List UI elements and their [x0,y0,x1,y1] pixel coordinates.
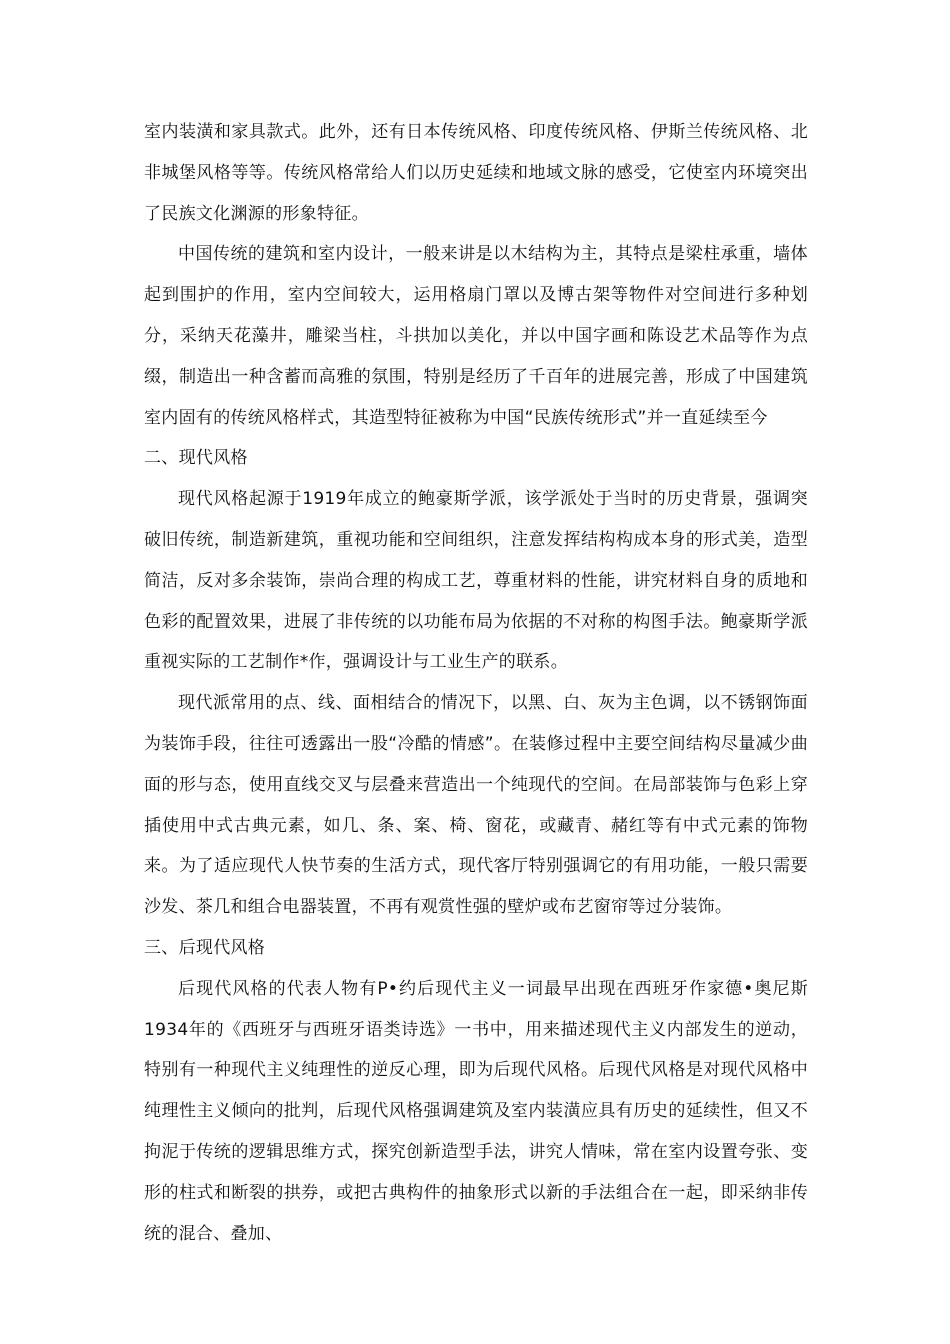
paragraph-modern-style-details: 现代派常用的点、线、面相结合的情况下，以黑、白、灰为主色调，以不锈钢饰面为装饰手段，往往可透露出一股“冷酷的情感”。在装修过程中主要空间结构尽量减少曲面的形与态，使用直线交叉与层叠来营造出一个纯现代的空间。在局部装饰与色彩上穿插使用中式古典元素，如几、条、案、椅、窗花，或藏青、赭红等有中式元素的饰物来。为了适应现代人快节奏的生活方式，现代客厅特别强调它的有用功能，一般只需要沙发、茶几和组合电器装置，不再有观赏性强的壁炉或布艺窗帘等过分装饰。 [144,693,808,918]
paragraph-chinese-traditional-architecture: 中国传统的建筑和室内设计，一般来讲是以木结构为主，其特点是梁柱承重，墙体起到围护的作用，室内空间较大，运用格扇门罩以及博古架等物件对空间进行多种划分，采纳天花藻井，雕梁当柱，斗拱加以美化，并以中国字画和陈设艺术品等作为点缀，制造出一种含蓄而高雅的氛围，特别是经历了千百年的进展完善，形成了中国建筑室内固有的传统风格样式，其造型特征被称为中国“民族传统形式”并一直延续至今 [144,244,808,428]
section-heading-postmodern-style: 三、后现代风格 [144,937,266,958]
paragraph-continuation: 室内装潢和家具款式。此外，还有日本传统风格、印度传统风格、伊斯兰传统风格、北非城堡风格等等。传统风格常给人们以历史延续和地域文脉的感受，它使室内环境突出了民族文化渊源的形象特征。 [144,122,808,224]
document-body [144,112,808,1254]
paragraph-postmodern: 后现代风格的代表人物有P•约后现代主义一词最早出现在西班牙作家德•奥尼斯1934年的《西班牙与西班牙语类诗选》一书中，用来描述现代主义内部发生的逆动，特别有一种现代主义纯理性的逆反心理，即为后现代风格。后现代风格是对现代风格中纯理性主义倾向的批判，后现代风格强调建筑及室内装潢应具有历史的延续性，但又不拘泥于传统的逻辑思维方式，探究创新造型手法，讲究人情味，常在室内设置夸张、变形的柱式和断裂的拱券，或把古典构件的抽象形式以新的手法组合在一起，即采纳非传统的混合、叠加、 [144,978,808,1244]
paragraph-bauhaus: 现代风格起源于1919年成立的鲍豪斯学派，该学派处于当时的历史背景，强调突破旧传统，制造新建筑，重视功能和空间组织，注意发挥结构构成本身的形式美，造型简洁，反对多余装饰，崇尚合理的构成工艺，尊重材料的性能，讲究材料自身的质地和色彩的配置效果，进展了非传统的以功能布局为依据的不对称的构图手法。鲍豪斯学派重视实际的工艺制作*作，强调设计与工业生产的联系。 [144,489,808,673]
section-heading-modern-style: 二、现代风格 [144,448,248,469]
